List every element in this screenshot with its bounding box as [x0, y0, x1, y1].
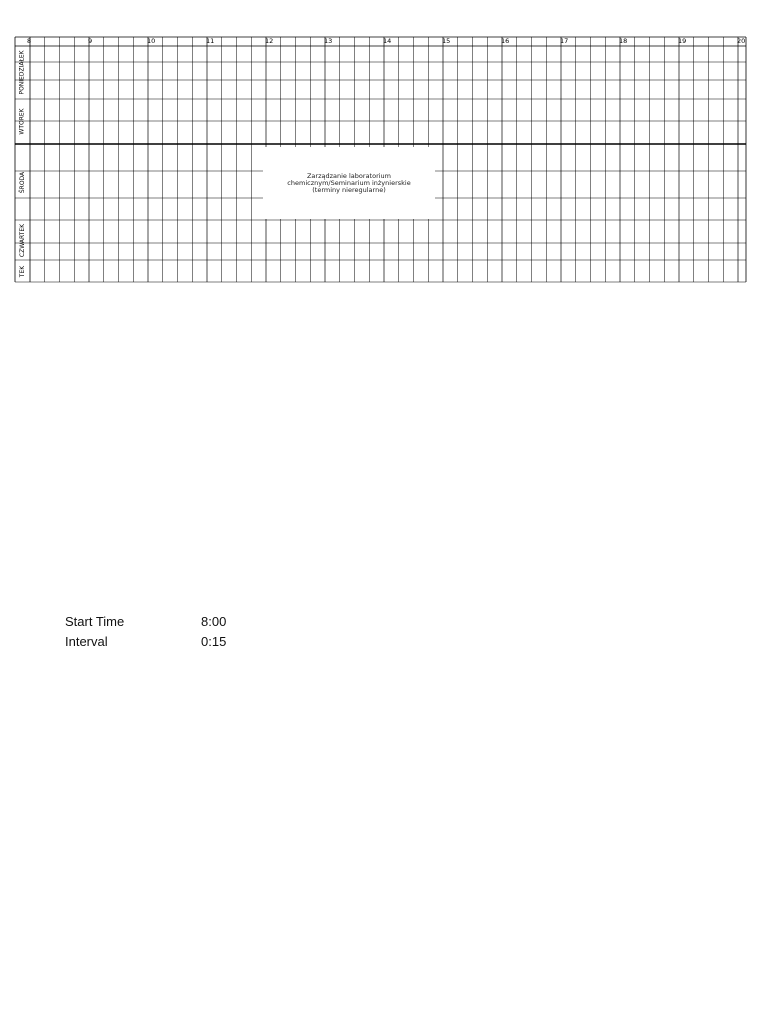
hour-label: 12 [265, 37, 274, 45]
interval-value[interactable]: 0:15 [201, 633, 227, 649]
start-time-row [65, 611, 226, 631]
day-label [15, 144, 30, 220]
hour-label: 9 [88, 37, 93, 45]
hour-label: 13 [324, 37, 333, 45]
hour-label: 17 [560, 37, 569, 45]
hour-label: 10 [147, 37, 156, 45]
start-time-value[interactable]: 8:00 [201, 613, 227, 629]
timetable-grid [0, 0, 768, 300]
day-label-text: PONIEDZIAŁEK [19, 50, 26, 95]
hour-label: 16 [501, 37, 510, 45]
day-label-text: TEK [18, 265, 26, 277]
hour-label: 11 [206, 37, 215, 45]
day-label [15, 220, 30, 260]
start-time-label: Start Time [65, 613, 125, 629]
day-label [15, 260, 30, 282]
day-label-text: ŚRODA [19, 171, 27, 193]
interval-label: Interval [65, 633, 108, 649]
interval-row [65, 631, 226, 651]
event-text: Zarządzanie laboratorium chemicznym/Seminarium inżynierskie (terminy nieregularne) [287, 171, 411, 194]
hour-label: 18 [619, 37, 628, 45]
day-label [15, 99, 30, 144]
event-block[interactable] [263, 147, 435, 219]
hour-label: 8 [27, 37, 32, 45]
day-label-text: WTOREK [19, 108, 26, 135]
settings-panel [65, 611, 226, 651]
hour-label: 14 [383, 37, 392, 45]
day-label [15, 46, 30, 99]
hour-label: 19 [678, 37, 687, 45]
hour-label: 15 [442, 37, 451, 45]
day-label-text: CZWARTEK [19, 223, 27, 257]
hour-label: 20 [737, 37, 746, 45]
